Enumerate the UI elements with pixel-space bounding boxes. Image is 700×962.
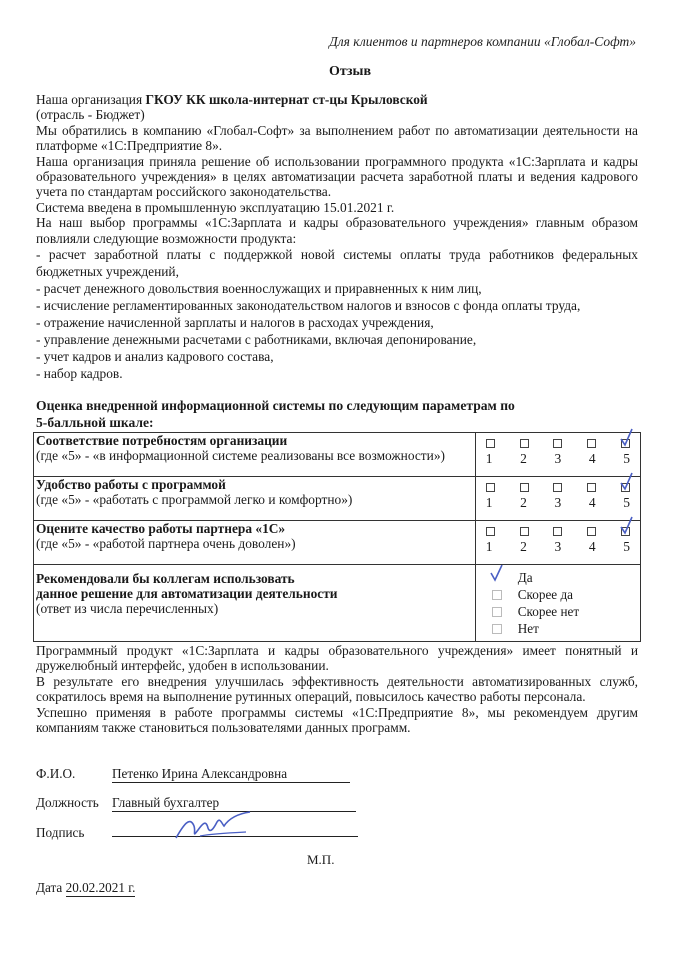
rating-table <box>33 432 641 642</box>
checkmark-icon <box>490 565 504 583</box>
score-checkboxes <box>478 521 638 536</box>
checkmark-icon <box>620 428 634 448</box>
sector-line: (отрасль - Бюджет) <box>36 107 145 123</box>
features-list <box>36 246 638 382</box>
score-number: 3 <box>554 539 562 554</box>
conclusion-paragraph-2: В результате его внедрения улучшилась эффективность деятельности автоматизированных служб, сократилось время на выполнение рутинных операций, повысилось качество работы персонала. <box>36 673 638 705</box>
recommend-hint: (ответ из числа перечисленных) <box>36 601 219 616</box>
score-checkbox[interactable] <box>486 527 495 536</box>
conclusion-section <box>36 643 638 735</box>
option-checkbox-selected[interactable] <box>492 573 502 583</box>
option-yes[interactable] <box>492 569 638 586</box>
conclusion-paragraph-3: Успешно применяя в работе программы системы «1С:Предприятие 8», мы рекомендуем другим компаниям также становиться пользователями данных программ. <box>36 704 638 736</box>
score-number: 3 <box>554 451 562 466</box>
intro-paragraph-2: Наша организация приняла решение об использовании программного продукта «1С:Зарплата и кадры образовательного учреждения» в целях автоматизации расчета заработной платы и ведения кадрового учета по стандартам российского законодательства. <box>36 153 638 200</box>
document-title: Отзыв <box>328 64 372 79</box>
recommend-options <box>478 565 638 637</box>
score-number: 2 <box>520 495 527 510</box>
score-checkbox-selected[interactable] <box>621 483 630 492</box>
list-item: - управление денежными расчетами с работниками, включая депонирование, <box>36 332 477 348</box>
list-item: - учет кадров и анализ кадрового состава, <box>36 349 274 365</box>
date-row <box>36 880 135 897</box>
score-number: 1 <box>485 451 493 466</box>
score-cell <box>475 521 640 565</box>
date-value: 20.02.2021 г. <box>65 880 136 895</box>
option-label: Да <box>517 570 533 585</box>
intro-paragraph-1: Мы обратились в компанию «Глобал-Софт» за выполнением работ по автоматизации деятельности на платформе «1С:Предприятие 8». <box>36 122 638 154</box>
score-checkbox[interactable] <box>587 527 596 536</box>
criterion-title: Оцените качество работы партнера «1С» <box>36 521 286 536</box>
score-number: 3 <box>554 495 562 510</box>
score-checkbox[interactable] <box>553 439 562 448</box>
conclusion-paragraph-1: Программный продукт «1С:Зарплата и кадры образовательного учреждения» имеет понятный и дружелюбный интерфейс, удобен в использовании. <box>36 643 638 674</box>
header-note: Для клиентов и партнеров компании «Глобал-Софт» <box>329 34 636 49</box>
criterion-cell <box>34 477 476 521</box>
option-checkbox[interactable] <box>492 590 502 600</box>
option-rather-no[interactable] <box>492 603 638 620</box>
organization-name: ГКОУ КК школа-интернат ст-цы Крыловской <box>145 92 428 107</box>
organization-line <box>36 92 638 107</box>
option-label: Нет <box>517 621 539 636</box>
score-number: 4 <box>588 451 596 466</box>
checkmark-icon <box>620 472 634 492</box>
option-rather-yes[interactable] <box>492 586 638 603</box>
option-label: Скорее да <box>517 587 574 602</box>
intro-section <box>36 92 638 382</box>
list-item: - исчисление регламентированных законодательством налогов и взносов с фонда оплаты труда, <box>36 298 581 314</box>
recommend-title-line1: Рекомендовали бы коллегам использовать <box>36 571 295 586</box>
option-label: Скорее нет <box>517 604 580 619</box>
score-checkbox[interactable] <box>553 527 562 536</box>
score-checkbox-selected[interactable] <box>621 439 630 448</box>
list-item: - расчет денежного довольствия военнослужащих и приравненных к ним лиц, <box>36 281 482 297</box>
score-checkbox[interactable] <box>587 483 596 492</box>
score-number: 5 <box>623 451 630 466</box>
score-number: 5 <box>623 539 630 554</box>
recommend-options-cell <box>475 565 640 642</box>
name-label: Ф.И.О. <box>36 766 76 781</box>
score-numbers <box>478 536 638 555</box>
signature-label: Подпись <box>36 825 85 840</box>
score-number: 2 <box>520 451 527 466</box>
stamp-label: М.П. <box>307 852 335 867</box>
criterion-hint: (где «5» - «работать с программой легко и комфортно») <box>36 492 353 507</box>
name-row <box>36 766 350 783</box>
score-checkboxes <box>478 433 638 448</box>
recommend-cell <box>34 565 476 642</box>
position-label: Должность <box>36 795 99 810</box>
list-item: - отражение начисленной зарплаты и налогов в расходах учреждения, <box>36 315 434 331</box>
rating-heading-line2: 5-балльной шкале: <box>36 415 154 430</box>
intro-paragraph-3: Система введена в промышленную эксплуатацию 15.01.2021 г. <box>36 199 395 215</box>
option-checkbox[interactable] <box>492 624 502 634</box>
score-checkbox[interactable] <box>520 439 529 448</box>
table-row <box>34 521 641 565</box>
score-cell <box>475 433 640 477</box>
intro-paragraph-4: На наш выбор программы «1С:Зарплата и кадры образовательного учреждения» главным образом повлияли следующие возможности продукта: <box>36 215 638 246</box>
position-value: Главный бухгалтер <box>112 795 356 812</box>
list-item: - расчет заработной платы с поддержкой новой системы оплаты труда работников федеральных бюджетных учреждений, <box>36 247 638 280</box>
rating-heading <box>36 397 515 431</box>
criterion-title: Соответствие потребностям организации <box>36 433 288 448</box>
score-numbers <box>478 492 638 511</box>
score-checkbox[interactable] <box>553 483 562 492</box>
score-checkbox[interactable] <box>520 483 529 492</box>
score-checkbox[interactable] <box>587 439 596 448</box>
option-checkbox[interactable] <box>492 607 502 617</box>
score-number: 1 <box>485 539 493 554</box>
score-checkbox-selected[interactable] <box>621 527 630 536</box>
name-value: Петенко Ирина Александровна <box>112 766 350 783</box>
date-label: Дата <box>36 880 66 895</box>
score-checkbox[interactable] <box>520 527 529 536</box>
score-checkboxes <box>478 477 638 492</box>
score-number: 4 <box>588 539 596 554</box>
checkmark-icon <box>620 516 634 536</box>
handwritten-signature <box>170 806 260 846</box>
list-item: - набор кадров. <box>36 366 123 382</box>
org-prefix: Наша организация <box>36 92 146 107</box>
option-no[interactable] <box>492 620 638 637</box>
table-row <box>34 477 641 521</box>
rating-heading-line1: Оценка внедренной информационной системы по следующим параметрам по <box>36 398 515 413</box>
criterion-title: Удобство работы с программой <box>36 477 226 492</box>
score-number: 1 <box>485 495 493 510</box>
criterion-hint: (где «5» - «в информационной системе реализованы все возможности») <box>36 448 445 463</box>
table-row <box>34 433 641 477</box>
table-row <box>34 565 641 642</box>
score-cell <box>475 477 640 521</box>
recommend-title-line2: данное решение для автоматизации деятельности <box>36 586 338 601</box>
criterion-cell <box>34 521 476 565</box>
criterion-cell <box>34 433 476 477</box>
recommend-title <box>36 565 473 601</box>
score-checkbox[interactable] <box>486 439 495 448</box>
score-number: 4 <box>588 495 596 510</box>
criterion-hint: (где «5» - «работой партнера очень доволен») <box>36 536 296 551</box>
score-numbers <box>478 448 638 467</box>
score-number: 5 <box>623 495 630 510</box>
score-checkbox[interactable] <box>486 483 495 492</box>
score-number: 2 <box>520 539 527 554</box>
